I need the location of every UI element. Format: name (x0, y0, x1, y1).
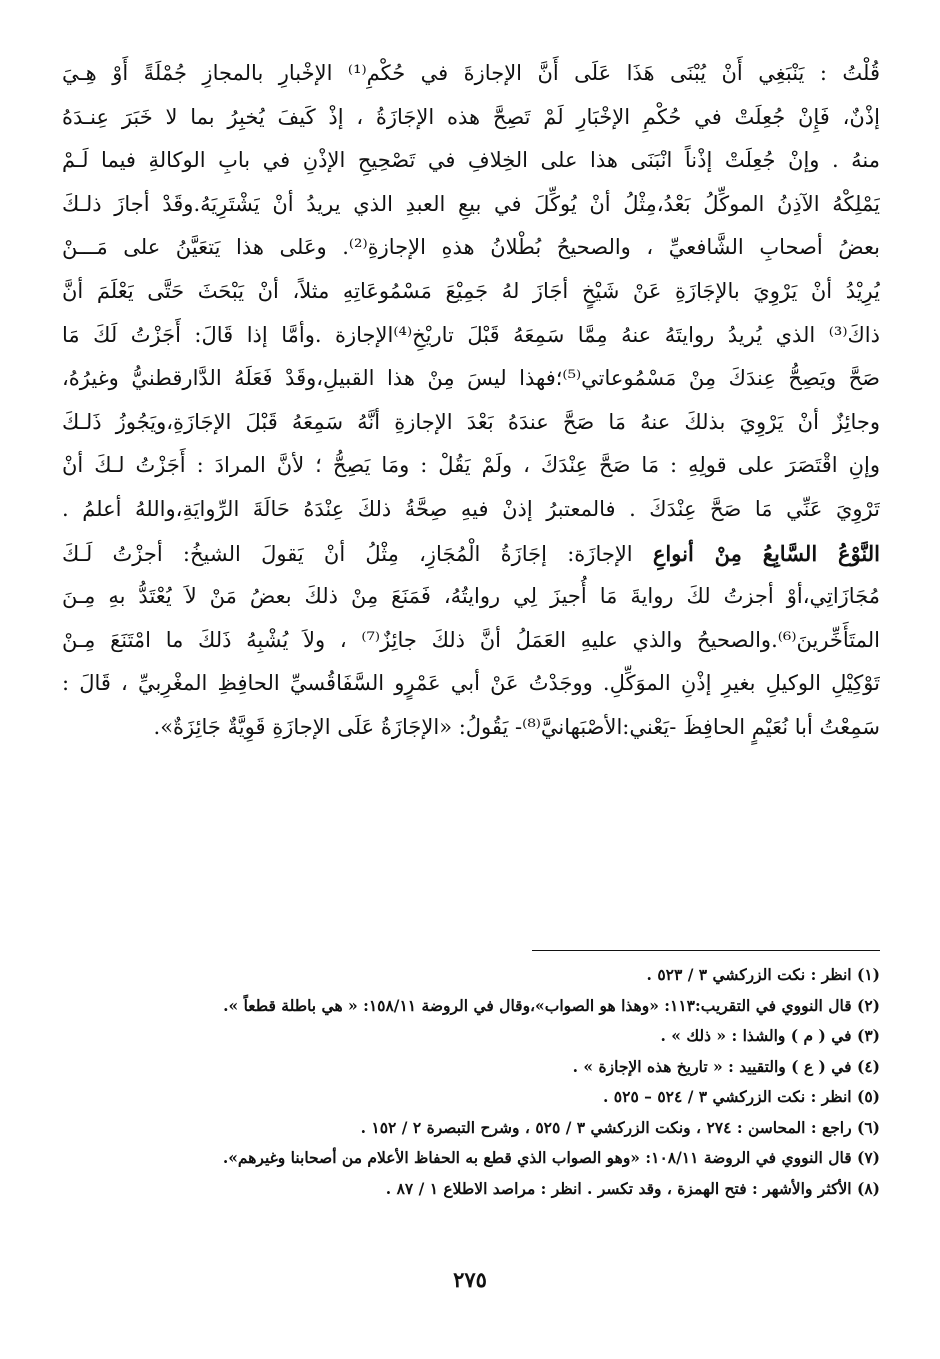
text-line: يُرِيْدُ أنْ يَرْوِيَ بالإجَازَةِ عَنْ شَيْخٍ أجَازَ لهُ جَمِيْعَ مَسْمُوعَاتِهِ مثلاً، أنْ يَبْحَثَ حَتَّى يَعْلَمَ أنَّ (62, 278, 880, 303)
section-line (62, 532, 880, 576)
footnote: (١) انظر : نكت الزركشي ٣ / ٥٢٣ . (646, 965, 880, 984)
footnotes (62, 960, 880, 1204)
text-line: صَحَّ ويَصِحُّ عِندَكَ مِنْ مَسْمُوعاتي⁽⁵⁾؛فهذا ليسَ مِنْ هذا القبيلِ،وقَدْ فَعَلَهُ الدَّارقطنيُّ وغيرُهُ، (62, 366, 880, 391)
text-line: وجائِزٌ أنْ يَرْوِيَ بذلكَ عنهُ مَا صَحَّ عندَهُ بَعْدَ الإجازةِ أنَّهُ سَمِعَهُ قَبْلَ الإجَازَةِ،ويَجُوزُ ذَلـكَ (62, 409, 880, 434)
text-line: يَمْلِكْهُ الآذِنُ الموكِّلُ بَعْدُ،مِثْلُ أنْ يُوكِّلَ في بيعِ العبدِ الذي يريدُ أنْ يَشْتَرِيَهُ.وقَدْ أجازَ ذلـكَ (62, 191, 880, 216)
text-line: منهُ . وإنْ جُعِلَتْ إذْناً انْبَنَى هذا على الخِلافِ في تَصْحِيحِ الإذْنِ في بابِ الوكالةِ فيما لَـمْ (62, 148, 880, 173)
footnote: (٢) قال النووي في التقريب:١١٣: «وهذا هو الصواب»،وقال في الروضة ١٥٨/١١: « هي باطلة قطعاً ». (223, 995, 880, 1015)
section-heading: النَّوْعُ السَّابِعُ مِنْ أنواعِ (652, 540, 880, 566)
footnote: (٦) راجع : المحاسن : ٢٧٤ ، ونكت الزركشي ٣ / ٥٢٥ ، وشرح التبصرة ٢ / ١٥٢ . (360, 1117, 880, 1137)
text-line: مُجَازَاتِي،أوْ أجزتُ لكَ روايةَ مَا أُجيزَ لِي روايتُهُ، فَمَنَعَ مِنْ ذلكَ بعضُ مَنْ لاَ يُعْتَدُّ بهِ مِـنَ (62, 584, 880, 609)
text-line: وإنِ اقْتَصَرَ على قولِهِ : مَا صَحَّ عِنْدَكَ ، ولَمْ يَقُلْ : ومَا يَصِحُّ ؛ لأنَّ المرادَ : أَجَزْتُ لـكَ أنْ (62, 453, 880, 478)
footnote-separator (532, 950, 880, 951)
text-line: تَرْوِيَ عَنِّي مَا صَحَّ عِنْدَكَ . فالمعتبرُ إذنْ فيهِ صِحَّةُ ذلكَ عِنْدَهُ حَالَةَ الرِّوايَةِ،واللهُ أعلمُ . (62, 496, 880, 521)
main-text-body (62, 52, 880, 750)
footnote: (٧) قال النووي في الروضة ١٠٨/١١: «وهو الصواب الذي قطع به الحفاظ الأعلام من أصحابنا وغيرهم». (222, 1148, 880, 1167)
page-number: ٢٧٥ (453, 1267, 487, 1292)
footnote: (٥) انظر : نكت الزركشي ٣ / ٥٢٤ – ٥٢٥ . (603, 1087, 880, 1106)
text-line: تَوْكِيْلِ الوكيلِ بغيرِ إذْنِ الموَكِّلِ. ووجَدْتُ عَنْ أبي عَمْرٍو السَّفَاقُسيِّ الحافِظِ المغْرِبيِّ ، قَالَ : (62, 671, 880, 696)
text-line: قُلْتُ : يَنْبَغِي أَنْ يُبْنَى هَذَا عَلَى أَنَّ الإجازةَ في حُكْمِ⁽¹⁾ الإخْبارِ بالمجازِ جُمْلَةً أَوْ هِـيَ (62, 61, 880, 85)
text-line: سَمِعْتُ أبا نُعَيْمٍ الحافِظَ -يَعْني:الأصْبَهانيَّ⁽⁸⁾- يَقُولُ: «الإجَازَةُ عَلَى الإجازَةِ قَوِيَّةٌ جَائِزَةٌ». (153, 714, 880, 739)
text-line: إذْنٌ، فَإِنْ جُعِلَتْ في حُكْمِ الإخْبَارِ لَمْ تَصِحَّ هذه الإجَازَةُ ، إذْ كَيفَ يُخبِرُ بما لا خَبَرَ عِنـدَهُ (62, 104, 880, 129)
footnote: (٣) في ( م ) والشذا : « ذلك » . (660, 1026, 880, 1045)
footnote: (٤) في ( ع ) والتقييد : « تاريخ هذه الإجازة » . (572, 1056, 880, 1076)
footnote: (٨) الأكثر والأشهر : فتح الهمزة ، وقد تكسر . انظر : مراصد الاطلاع ١ / ٨٧ . (385, 1178, 880, 1198)
section-line-text: الإجازَة: إجَازَةُ الْمُجَازِ، مِثْلُ أنْ يَقولَ الشيخُ: أجزْتُ لَـكَ (62, 541, 633, 566)
text-line: المتَأَخِّرينَ⁽⁶⁾.والصحيحُ والذي عليهِ العَمَلُ أنَّ ذلكَ جائِزٌ⁽⁷⁾ ، ولاَ يُشْبِهُ ذَلكَ ما امْتَنَعَ مِـنْ (62, 627, 880, 652)
text-line: بعضُ أصحابِ الشَّافعيِّ ، والصحيحُ بُطْلانُ هذهِ الإجازةِ⁽²⁾. وعَلى هذا يَتعَيَّنُ على مَـــنْ (62, 235, 880, 260)
text-line: ذاكَ⁽³⁾ الذي يُريدُ روايتَهُ عنهُ مِمَّا سَمِعَهُ قَبْلَ تاريْخِ⁽⁴⁾الإجازة .وأمَّا إذا قَالَ: أَجَزْتُ لَكَ مَا (62, 322, 880, 347)
